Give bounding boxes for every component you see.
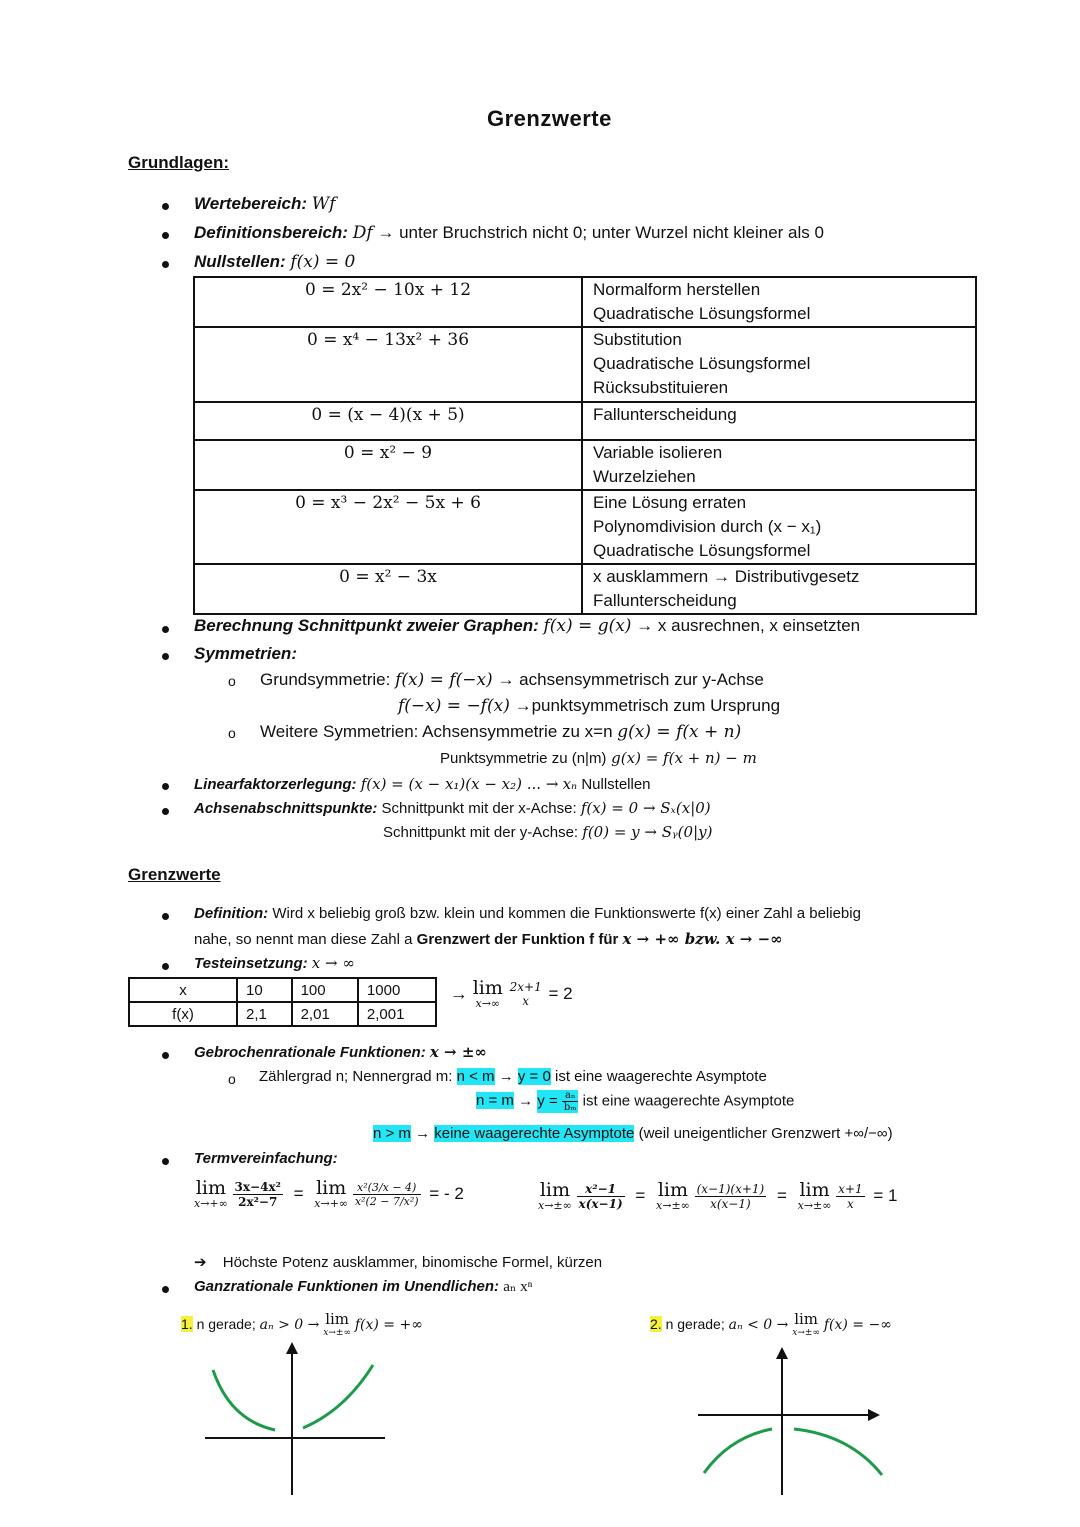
table-row	[194, 490, 976, 564]
table-cell: 10	[237, 978, 292, 1002]
table-row	[194, 564, 976, 614]
termvereinfachung-example2	[538, 1180, 897, 1212]
step-text: Substitution	[593, 330, 682, 349]
numerator: x²(3/x − 4)	[353, 1181, 421, 1195]
achsenabschnitt-label: Achsenabschnittspunkte:	[194, 800, 378, 817]
steps-cell	[582, 490, 976, 564]
linearfaktor-equation: f(x) = (x − x₁)(x − x₂) ... →	[360, 775, 559, 793]
denominator: 2x²−7	[238, 1194, 278, 1209]
limit-operator	[314, 1178, 348, 1210]
limit-text: lim	[539, 1179, 570, 1201]
equals-sign: =	[776, 1186, 787, 1205]
case2-text: ist eine waagerechte Asymptote	[582, 1092, 795, 1110]
termvereinfachung-example1	[194, 1178, 464, 1210]
limit-subscript: x→+∞	[314, 1197, 349, 1210]
equals-sign: =	[293, 1184, 304, 1203]
denominator: x(x−1)	[710, 1196, 751, 1211]
case-a-text: n gerade;	[196, 1316, 256, 1333]
section-heading-grenzwerte: Grenzwerte	[128, 865, 221, 884]
graph-case-b	[690, 1345, 890, 1505]
equation-cell: 0 = x² − 9	[194, 440, 582, 490]
equation-cell: 0 = x⁴ − 13x² + 36	[194, 327, 582, 402]
numerator: (x−1)(x+1)	[696, 1181, 765, 1196]
step-text: Quadratische Lösungsformel	[593, 541, 811, 560]
limit-subscript: x→∞	[475, 997, 501, 1010]
section-heading-grundlagen: Grundlagen:	[128, 153, 230, 172]
schnittpunkt-line	[194, 616, 860, 636]
table-row	[194, 277, 976, 327]
curve-left	[213, 1370, 275, 1430]
case1-result: y = 0	[517, 1068, 551, 1085]
bullet	[162, 203, 169, 210]
sub-bullet: o	[228, 1071, 236, 1087]
y-axis-arrow-icon	[776, 1347, 788, 1359]
testeinsetzung-label: Testeinsetzung:	[194, 955, 308, 972]
wertebereich-symbol: Wf	[311, 194, 336, 214]
punktsymmetrie-line	[398, 696, 780, 716]
limit-operator	[194, 1178, 228, 1210]
limit-subscript: x→±∞	[656, 1199, 690, 1212]
table-cell: 100	[292, 978, 358, 1002]
y-axis-arrow-icon	[286, 1342, 298, 1354]
weitere-symmetrien-equation: g(x) = f(x + n)	[617, 722, 742, 742]
bullet	[162, 1158, 169, 1165]
wertebereich-line	[194, 194, 336, 214]
table-row	[194, 440, 976, 490]
definition-grenzwert-text1: Wird x beliebig groß bzw. klein und kommen die Funktionswerte f(x) einer Zahl a beliebig	[272, 905, 861, 922]
fraction	[577, 1182, 625, 1211]
sub-bullet: o	[228, 673, 236, 689]
limit-subscript: x→±∞	[797, 1199, 832, 1212]
arrow-icon: →	[498, 1068, 514, 1085]
schnittpunkt-equation: f(x) = g(x)	[543, 616, 632, 636]
bullet	[162, 653, 169, 660]
step-text: Fallunterscheidung	[593, 591, 737, 610]
bullet	[162, 626, 169, 633]
schnittpunkt-label: Berechnung Schnittpunkt zweier Graphen:	[194, 616, 539, 635]
ganzrational-label: Ganzrationale Funktionen im Unendlichen:	[194, 1278, 500, 1295]
definition-text: → unter Bruchstrich nicht 0; unter Wurzel nicht kleiner als 0	[377, 223, 824, 242]
steps-cell	[582, 327, 976, 402]
case-b-text: n gerade;	[665, 1316, 725, 1333]
equation-cell: 0 = x³ − 2x² − 5x + 6	[194, 490, 582, 564]
table-cell: f(x)	[129, 1002, 237, 1026]
case1-line	[259, 1068, 767, 1085]
arrow-icon: →	[518, 1092, 534, 1110]
definition-line	[194, 223, 824, 243]
nullstellen-symbol: f(x) = 0	[290, 252, 356, 272]
achsenabschnitt-x-equation: f(x) = 0 → Sₓ(x|0)	[580, 799, 711, 817]
definition-symbol: Df	[352, 223, 373, 243]
limit-subscript: x→±∞	[323, 1328, 351, 1338]
nullstellen-label: Nullstellen:	[194, 252, 286, 271]
table-row	[194, 327, 976, 402]
table-row	[194, 402, 976, 440]
ganzrational-symbol: aₙ xⁿ	[503, 1279, 533, 1295]
step-text: Eine Lösung erraten	[593, 493, 747, 512]
punktsymmetrie-nm-text: Punktsymmetrie zu (n|m)	[440, 750, 607, 767]
linearfaktor-symbol: xₙ	[562, 775, 578, 793]
step-text: Variable isolieren	[593, 443, 723, 462]
limit-operator	[473, 978, 503, 1010]
limit-result: = 1	[873, 1186, 898, 1205]
bullet	[162, 1286, 169, 1293]
case3-result: keine waagerechte Asymptote	[434, 1125, 635, 1142]
nullstellen-line	[194, 252, 355, 272]
graph-case-a	[195, 1340, 390, 1500]
curve-left	[704, 1429, 772, 1473]
definition-grenzwert-label: Definition:	[194, 905, 269, 922]
table-row	[129, 1002, 436, 1026]
case-a-equation: aₙ > 0 →	[259, 1317, 320, 1334]
testeinsetzung-limit	[450, 978, 573, 1010]
steps-cell	[582, 440, 976, 490]
linearfaktor-line	[194, 775, 651, 793]
steps-cell	[582, 277, 976, 327]
step-text: Quadratische Lösungsformel	[593, 354, 811, 373]
case2-result	[537, 1090, 578, 1113]
achsenabschnitt-x-text: Schnittpunkt mit der x-Achse:	[381, 800, 577, 817]
table-row	[129, 978, 436, 1002]
table-cell: 2,1	[237, 1002, 292, 1026]
punktsymmetrie-result: →punktsymmetrisch zum Ursprung	[514, 696, 781, 715]
grundsymmetrie-equation: f(x) = f(−x)	[395, 670, 493, 690]
step-text: Rücksubstituieren	[593, 378, 729, 397]
arrow-icon: →	[415, 1125, 431, 1142]
limit-subscript: x→±∞	[792, 1328, 820, 1338]
bullet	[162, 808, 169, 815]
table-cell: x	[129, 978, 237, 1002]
bullet	[162, 261, 169, 268]
fraction	[353, 1181, 421, 1208]
limit-operator	[798, 1180, 832, 1212]
limit-operator	[323, 1312, 351, 1339]
hint-line	[194, 1253, 602, 1271]
case2-condition: n = m	[476, 1092, 514, 1110]
page-title: Grenzwerte	[487, 106, 612, 131]
steps-cell	[582, 402, 976, 440]
limit-result: = - 2	[429, 1184, 464, 1203]
achsenabschnitt-line	[194, 799, 711, 817]
limit-text: lim	[657, 1179, 689, 1201]
weitere-symmetrien-line	[260, 722, 741, 742]
limit-operator	[656, 1180, 690, 1212]
curve-right	[303, 1365, 373, 1428]
equation-cell: 0 = x² − 3x	[194, 564, 582, 614]
symmetrien-label: Symmetrien:	[194, 644, 297, 663]
x-axis-arrow-icon	[868, 1409, 880, 1421]
punktsymmetrie-nm-line	[440, 748, 757, 768]
steps-cell	[582, 564, 976, 614]
denominator: bₘ	[563, 1102, 577, 1113]
step-text: x ausklammern → Distributivgesetz	[593, 567, 860, 586]
case1-condition: n < m	[456, 1068, 495, 1085]
gebrochenrational-label: Gebrochenrationale Funktionen:	[194, 1044, 426, 1061]
table-cell: 2,001	[358, 1002, 436, 1026]
nullstellen-table	[193, 276, 977, 615]
achsenabschnitt-y-line	[383, 823, 712, 841]
fraction	[508, 980, 544, 1008]
linearfaktor-text: Nullstellen	[581, 776, 651, 793]
case2-line	[476, 1090, 794, 1113]
limit-text: lim	[316, 1177, 347, 1199]
weitere-symmetrien-text: Weitere Symmetrien: Achsensymmetrie zu x=n	[260, 722, 613, 741]
fraction	[836, 1182, 864, 1211]
case-b-result: f(x) = −∞	[823, 1317, 892, 1334]
limit-text: lim	[195, 1177, 226, 1199]
step-text: Quadratische Lösungsformel	[593, 304, 811, 323]
limit-text: lim	[794, 1310, 819, 1328]
case3-text: (weil uneigentlicher Grenzwert +∞/−∞)	[638, 1125, 893, 1142]
achsenabschnitt-y-text: Schnittpunkt mit der y-Achse:	[383, 824, 579, 841]
limit-operator	[792, 1312, 820, 1339]
table-cell: 1000	[358, 978, 436, 1002]
bullet	[162, 963, 169, 970]
grundsymmetrie-text: Grundsymmetrie:	[260, 670, 391, 689]
bullet	[162, 232, 169, 239]
definition-grenzwert-line1	[194, 905, 861, 922]
bullet	[162, 913, 169, 920]
ganzrational-line	[194, 1277, 532, 1296]
bullet	[162, 1052, 169, 1059]
numerator: x+1	[838, 1181, 863, 1196]
equation-cell: 0 = 2x² − 10x + 12	[194, 277, 582, 327]
case-a-line	[181, 1312, 423, 1339]
case1-text: ist eine waagerechte Asymptote	[555, 1068, 767, 1085]
definition-grenzwert-line2	[194, 930, 783, 948]
table-cell: 2,01	[292, 1002, 358, 1026]
gebrochenrational-line	[194, 1043, 487, 1061]
achsenabschnitt-y-equation: f(0) = y → Sᵧ(0|y)	[582, 823, 713, 841]
limit-text: lim	[799, 1179, 830, 1201]
limit-text: lim	[325, 1310, 350, 1328]
step-text: Fallunterscheidung	[593, 405, 737, 424]
case-b-line	[650, 1312, 892, 1339]
bullet	[162, 783, 169, 790]
case-b-equation: aₙ < 0 →	[728, 1317, 789, 1334]
equals-sign: =	[635, 1186, 646, 1205]
step-text: Wurzelziehen	[593, 467, 696, 486]
gebrochenrational-symbol: x → ±∞	[429, 1043, 487, 1061]
limit-text: lim	[472, 977, 503, 999]
case2-y: y =	[537, 1092, 558, 1110]
arrow-icon: →	[450, 983, 468, 1004]
sub-bullet: o	[228, 725, 236, 741]
case3-condition: n > m	[373, 1125, 411, 1142]
case3-line	[373, 1125, 893, 1142]
numerator: 3x−4x²	[234, 1179, 281, 1194]
step-text: Polynomdivision durch (x − x₁)	[593, 517, 822, 536]
grundsymmetrie-result: → achsensymmetrisch zur y-Achse	[497, 670, 764, 689]
grundsymmetrie-line	[260, 670, 764, 690]
hint-text: Höchste Potenz ausklammer, binomische Formel, kürzen	[222, 1254, 603, 1271]
definition-grenzwert-bold: Grenzwert der Funktion f für	[416, 931, 619, 948]
limit-result: = 2	[548, 984, 573, 1003]
step-text: Normalform herstellen	[593, 280, 761, 299]
numerator: aₙ	[562, 1090, 579, 1102]
punktsymmetrie-equation: f(−x) = −f(x)	[398, 696, 510, 716]
testeinsetzung-line	[194, 954, 355, 972]
termvereinfachung-label: Termvereinfachung:	[194, 1150, 338, 1167]
equation-cell: 0 = (x − 4)(x + 5)	[194, 402, 582, 440]
limit-subscript: x→+∞	[194, 1197, 228, 1210]
limit-operator	[538, 1180, 572, 1212]
fraction	[562, 1090, 579, 1113]
curve-right	[794, 1429, 882, 1475]
fraction	[233, 1180, 283, 1209]
linearfaktor-label: Linearfaktorzerlegung:	[194, 776, 357, 793]
definition-grenzwert-text2: nahe, so nennt man diese Zahl a	[194, 931, 413, 948]
denominator: x	[522, 994, 530, 1008]
case-a-result: f(x) = +∞	[354, 1317, 423, 1334]
testeinsetzung-table	[128, 977, 437, 1027]
fraction	[695, 1182, 767, 1211]
arrow-icon: ➔	[194, 1254, 207, 1271]
denominator: x(x−1)	[578, 1196, 623, 1211]
denominator: x²(2 − 7/x²)	[354, 1194, 419, 1208]
numerator: 2x+1	[509, 980, 542, 994]
case-b-number: 2.	[650, 1316, 662, 1333]
testeinsetzung-symbol: x → ∞	[311, 954, 355, 972]
punktsymmetrie-nm-equation: g(x) = f(x + n) − m	[611, 749, 757, 767]
schnittpunkt-text: → x ausrechnen, x einsetzten	[636, 616, 861, 635]
zaehlergrad-text: Zählergrad n; Nennergrad m:	[259, 1068, 453, 1085]
definition-grenzwert-symbol: x → +∞ bzw. x → −∞	[622, 930, 783, 948]
denominator: x	[847, 1196, 854, 1211]
case-a-number: 1.	[181, 1316, 193, 1333]
numerator: x²−1	[577, 1182, 625, 1197]
limit-subscript: x→±∞	[538, 1199, 572, 1212]
definition-label: Definitionsbereich:	[194, 223, 348, 242]
wertebereich-label: Wertebereich:	[194, 194, 308, 213]
